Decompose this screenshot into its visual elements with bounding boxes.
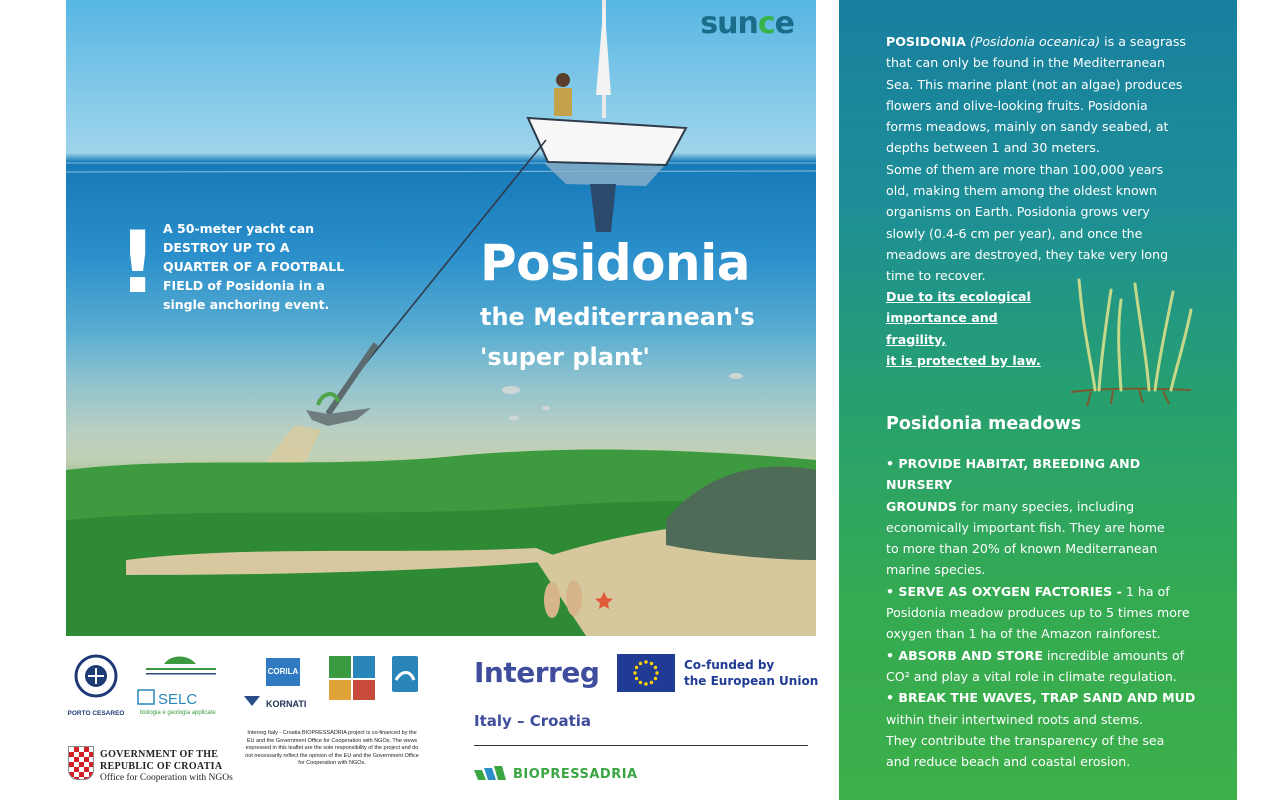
- benefit-line: GROUNDS for many species, including: [886, 498, 1135, 514]
- description-line: old, making them among the oldest known: [886, 183, 1157, 199]
- description-line: slowly (0.4-6 cm per year), and once the: [886, 225, 1143, 241]
- sailboat: [528, 0, 686, 232]
- cofunded-label: Co-funded by: [684, 658, 775, 672]
- poster-title: Posidonia: [480, 234, 751, 292]
- program-name: Italy – Croatia: [474, 712, 592, 730]
- gov-name: REPUBLIC OF CROATIA: [100, 761, 223, 772]
- meadows-benefits: [886, 453, 1206, 772]
- description-line: organisms on Earth. Posidonia grows very: [886, 204, 1150, 220]
- benefit-line: marine species.: [886, 562, 986, 578]
- description-line: time to recover.: [886, 268, 986, 284]
- meadows-heading: Posidonia meadows: [886, 414, 1082, 434]
- selc-logo: [138, 690, 216, 716]
- description-line: depths between 1 and 30 meters.: [886, 140, 1100, 156]
- description-line: Some of them are more than 100,000 years: [886, 161, 1164, 177]
- description-line: Sea. This marine plant (not an algae) produces: [886, 76, 1183, 92]
- seagrass-illustration: [1061, 270, 1201, 410]
- sunce-logo: sunce: [700, 6, 794, 41]
- anchoring-warning: [163, 219, 363, 314]
- warning-line: FIELD of Posidonia in a: [163, 278, 325, 293]
- description-line: flowers and olive-looking fruits. Posidonia: [886, 97, 1148, 113]
- nature-park-logo: [329, 656, 375, 700]
- biopressadria-icon: [474, 764, 506, 782]
- selc-label: SELC: [158, 691, 198, 708]
- anchor: [306, 344, 376, 426]
- warning-line: QUARTER OF A FOOTBALL: [163, 259, 345, 274]
- porto-cesareo-logo: [68, 656, 125, 717]
- legal-line: importance and fragility,: [886, 310, 998, 347]
- benefit-line: CO² and play a vital role in climate regulation.: [886, 668, 1177, 684]
- benefit-line: oxygen than 1 ha of the Amazon rainforest.: [886, 626, 1161, 642]
- benefit-line: economically important fish. They are home: [886, 519, 1165, 535]
- public-institution-logo: [146, 657, 216, 675]
- funding-disclaimer: Interreg Italy - Croatia BIOPRESSADRIA project is co-financed by the EU and the Government Office for Cooperation with NGOs. The views expressed in this leaflet are the sole responsibility of the project and do not necessarily reflect the opinion of the EU and the Government Office for Cooperation with NGOs.: [245, 730, 419, 767]
- warning-line: DESTROY UP TO A: [163, 240, 290, 255]
- corila-logo: [266, 658, 300, 686]
- benefit-line: Posidonia meadow produces up to 5 times more: [886, 605, 1190, 621]
- croatia-coat-of-arms: [68, 746, 94, 780]
- warning-line: single anchoring event.: [163, 297, 330, 312]
- description-line: meadows are destroyed, they take very long: [886, 246, 1169, 262]
- divider: [474, 745, 808, 746]
- poster-subtitle: 'super plant': [480, 343, 650, 371]
- cofunded-label: the European Union: [684, 674, 819, 688]
- legal-line: it is protected by law.: [886, 352, 1041, 368]
- legal-protection-note: [886, 286, 1056, 371]
- description-line: POSIDONIA (Posidonia oceanica) is a seagrass: [886, 34, 1186, 49]
- benefit-line: within their intertwined roots and stems.: [886, 711, 1143, 727]
- gov-name: GOVERNMENT OF THE: [100, 749, 219, 760]
- benefit-line: and reduce beach and coastal erosion.: [886, 754, 1131, 770]
- porto-cesareo-label: PORTO CESAREO: [67, 710, 125, 717]
- description-line: forms meadows, mainly on sandy seabed, at: [886, 119, 1169, 135]
- benefit-line: • SERVE AS OXYGEN FACTORIES - 1 ha of: [886, 583, 1170, 599]
- gov-office: Office for Cooperation with NGOs: [100, 773, 233, 783]
- biopressadria-logo: BIOPRESSADRIA: [513, 767, 638, 782]
- posidonia-description: [886, 31, 1206, 287]
- sea-surface-lines: [66, 163, 816, 172]
- benefit-line: They contribute the transparency of the sea: [886, 732, 1165, 748]
- poster-subtitle: the Mediterranean's: [480, 303, 755, 331]
- selc-sub: biologia e geologia applicate: [140, 710, 216, 716]
- kornati-label: KORNATI: [266, 699, 307, 709]
- exclamation-icon: !: [118, 213, 158, 313]
- eu-flag-icon: [617, 654, 675, 692]
- poster-illustration: [66, 0, 816, 636]
- municipality-crest: [392, 656, 418, 692]
- description-line: that can only be found in the Mediterranean: [886, 55, 1165, 71]
- corila-label: CORILA: [267, 667, 299, 676]
- benefit-line: • BREAK THE WAVES, TRAP SAND AND MUD: [886, 690, 1196, 706]
- benefit-line: • PROVIDE HABITAT, BREEDING AND NURSERY: [886, 456, 1141, 493]
- kornati-logo: [244, 696, 306, 709]
- info-panel: [839, 0, 1237, 800]
- benefit-line: • ABSORB AND STORE incredible amounts of: [886, 647, 1185, 663]
- warning-line: A 50-meter yacht can: [163, 221, 315, 236]
- benefit-line: to more than 20% of known Mediterranean: [886, 541, 1158, 557]
- fish-group: [502, 373, 743, 421]
- legal-line: Due to its ecological: [886, 289, 1031, 304]
- interreg-logo: Interreg: [474, 656, 600, 689]
